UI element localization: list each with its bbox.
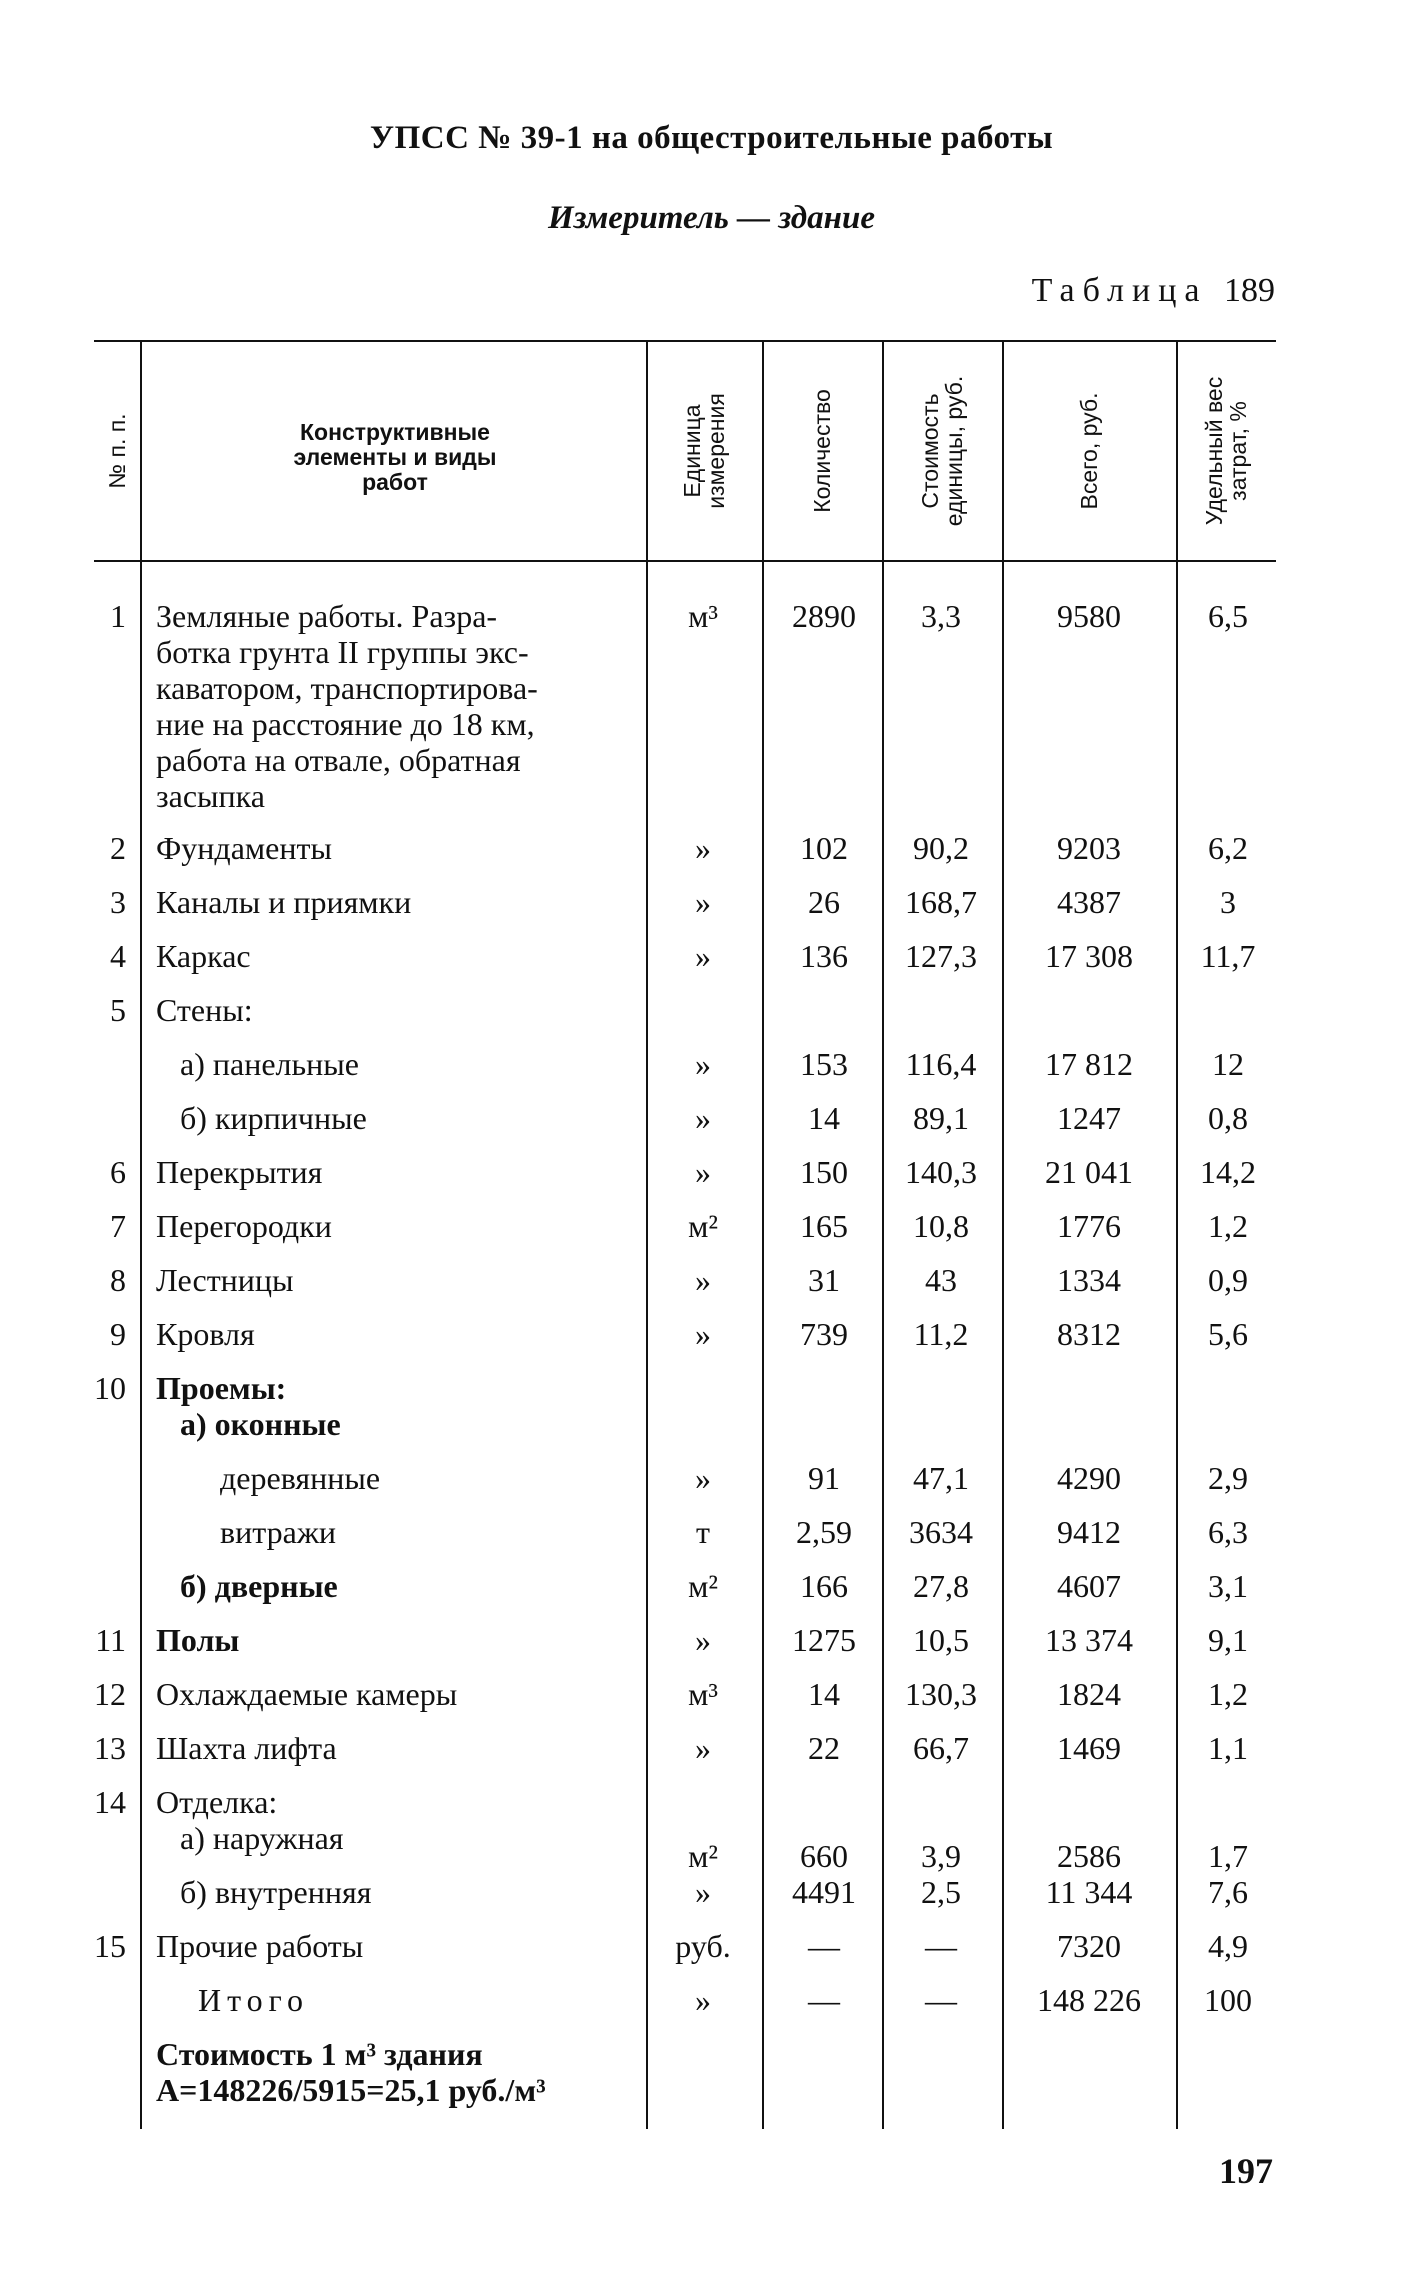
row-21-price: —	[925, 1928, 957, 1964]
row-9-qty: 165	[800, 1208, 848, 1244]
row-21-name: Прочие работы	[156, 1928, 364, 1964]
row-16-qty: 1275	[792, 1622, 856, 1658]
row-14-share: 6,3	[1208, 1514, 1248, 1550]
row-19-price: 3,9	[921, 1838, 961, 1874]
row-20-total: 11 344	[1045, 1874, 1133, 1910]
row-19-no: 14	[94, 1784, 126, 1820]
row-3-name: Каналы и приямки	[156, 884, 412, 920]
row-8-no: 6	[110, 1154, 126, 1190]
row-11-share: 5,6	[1208, 1316, 1248, 1352]
row-1-price: 3,3	[921, 598, 961, 634]
row-2-price: 90,2	[913, 830, 969, 866]
row-11-no: 9	[110, 1316, 126, 1352]
row-19-total: 2586	[1057, 1838, 1121, 1874]
row-10-name: Лестницы	[156, 1262, 294, 1298]
row-22-name: Итого	[156, 1982, 309, 2018]
row-4-share: 11,7	[1200, 938, 1256, 974]
row-21-no: 15	[94, 1928, 126, 1964]
row-3-qty: 26	[808, 884, 840, 920]
header-qty-label: Количество	[809, 389, 835, 513]
row-7-total: 1247	[1057, 1100, 1121, 1136]
row-21-unit: руб.	[675, 1928, 731, 1964]
row-22-total: 148 226	[1037, 1982, 1141, 2018]
row-7-unit: »	[695, 1100, 711, 1136]
row-7-qty: 14	[808, 1100, 840, 1136]
row-9-unit: м²	[688, 1208, 718, 1244]
row-2-share: 6,2	[1208, 830, 1248, 866]
row-20-share: 7,6	[1208, 1874, 1248, 1910]
header-price-label: Стоимость единицы, руб.	[917, 375, 967, 527]
row-20-unit: »	[695, 1874, 711, 1910]
row-2-no: 2	[110, 830, 126, 866]
row-22-unit: »	[695, 1982, 711, 2018]
row-8-unit: »	[695, 1154, 711, 1190]
row-8-share: 14,2	[1200, 1154, 1256, 1190]
row-1-share: 6,5	[1208, 598, 1248, 634]
row-3-price: 168,7	[905, 884, 977, 920]
row-6-unit: »	[695, 1046, 711, 1082]
row-15-share: 3,1	[1208, 1568, 1248, 1604]
row-2-total: 9203	[1057, 830, 1121, 866]
row-16-total: 13 374	[1045, 1622, 1133, 1658]
header-share-label: Удельный вес затрат, %	[1201, 376, 1251, 526]
row-8-qty: 150	[800, 1154, 848, 1190]
row-1-unit: м³	[688, 598, 718, 634]
row-13-unit: »	[695, 1460, 711, 1496]
row-1-no: 1	[110, 598, 126, 634]
row-9-no: 7	[110, 1208, 126, 1244]
row-14-total: 9412	[1057, 1514, 1121, 1550]
row-15-unit: м²	[688, 1568, 718, 1604]
row-20-price: 2,5	[921, 1874, 961, 1910]
row-16-no: 11	[95, 1622, 126, 1658]
row-7-share: 0,8	[1208, 1100, 1248, 1136]
row-15-qty: 166	[800, 1568, 848, 1604]
row-10-total: 1334	[1057, 1262, 1121, 1298]
document-title: УПСС № 39-1 на общестроительные работы	[369, 120, 1054, 156]
row-18-qty: 22	[808, 1730, 840, 1766]
row-2-name: Фундаменты	[156, 830, 332, 866]
row-16-name: Полы	[156, 1622, 240, 1658]
row-5-name: Стены:	[156, 992, 253, 1028]
row-11-unit: »	[695, 1316, 711, 1352]
row-18-name: Шахта лифта	[156, 1730, 337, 1766]
row-12-name: Проемы: а) оконные	[156, 1370, 341, 1442]
row-3-share: 3	[1220, 884, 1236, 920]
row-19-qty: 660	[800, 1838, 848, 1874]
row-12-no: 10	[94, 1370, 126, 1406]
row-17-qty: 14	[808, 1676, 840, 1712]
row-17-share: 1,2	[1208, 1676, 1248, 1712]
row-8-price: 140,3	[905, 1154, 977, 1190]
row-6-name: а) панельные	[156, 1046, 359, 1082]
row-4-price: 127,3	[905, 938, 977, 974]
row-3-unit: »	[695, 884, 711, 920]
row-17-total: 1824	[1057, 1676, 1121, 1712]
row-6-total: 17 812	[1045, 1046, 1133, 1082]
row-14-price: 3634	[909, 1514, 973, 1550]
row-17-no: 12	[94, 1676, 126, 1712]
row-19-name: Отделка: а) наружная	[156, 1784, 344, 1856]
row-2-qty: 102	[800, 830, 848, 866]
row-10-share: 0,9	[1208, 1262, 1248, 1298]
row-16-share: 9,1	[1208, 1622, 1248, 1658]
row-11-total: 8312	[1057, 1316, 1121, 1352]
row-4-name: Каркас	[156, 938, 251, 974]
row-22-price: —	[925, 1982, 957, 2018]
row-14-qty: 2,59	[796, 1514, 852, 1550]
row-19-share: 1,7	[1208, 1838, 1248, 1874]
row-10-no: 8	[110, 1262, 126, 1298]
row-4-no: 4	[110, 938, 126, 974]
row-11-price: 11,2	[913, 1316, 969, 1352]
header-unit-label: Единица измерения	[679, 393, 729, 509]
row-15-price: 27,8	[913, 1568, 969, 1604]
row-8-name: Перекрытия	[156, 1154, 323, 1190]
row-18-total: 1469	[1057, 1730, 1121, 1766]
row-15-name: б) дверные	[156, 1568, 338, 1604]
row-9-share: 1,2	[1208, 1208, 1248, 1244]
row-13-price: 47,1	[913, 1460, 969, 1496]
row-17-name: Охлаждаемые камеры	[156, 1676, 458, 1712]
row-18-share: 1,1	[1208, 1730, 1248, 1766]
row-11-name: Кровля	[156, 1316, 255, 1352]
row-4-total: 17 308	[1045, 938, 1133, 974]
row-7-name: б) кирпичные	[156, 1100, 367, 1136]
row-14-name: витражи	[156, 1514, 337, 1550]
row-17-price: 130,3	[905, 1676, 977, 1712]
row-22-qty: —	[808, 1982, 840, 2018]
row-23-name: Стоимость 1 м³ здания А=148226/5915=25,1 руб./м³	[156, 2036, 546, 2108]
row-14-unit: т	[696, 1514, 710, 1550]
row-1-total: 9580	[1057, 598, 1121, 634]
header-no-label: № п. п.	[104, 413, 130, 489]
row-6-share: 12	[1212, 1046, 1244, 1082]
row-2-unit: »	[695, 830, 711, 866]
row-4-unit: »	[695, 938, 711, 974]
row-19-unit: м²	[688, 1838, 718, 1874]
row-3-no: 3	[110, 884, 126, 920]
header-total-label: Всего, руб.	[1076, 392, 1102, 510]
row-20-name: б) внутренняя	[156, 1874, 372, 1910]
row-5-no: 5	[110, 992, 126, 1028]
row-18-unit: »	[695, 1730, 711, 1766]
row-4-qty: 136	[800, 938, 848, 974]
row-10-price: 43	[925, 1262, 957, 1298]
header-name-label: Конструктивные элементы и виды работ	[293, 419, 497, 495]
row-7-price: 89,1	[913, 1100, 969, 1136]
row-16-price: 10,5	[913, 1622, 969, 1658]
row-21-total: 7320	[1057, 1928, 1121, 1964]
row-20-qty: 4491	[792, 1874, 856, 1910]
row-6-price: 116,4	[905, 1046, 977, 1082]
row-18-no: 13	[94, 1730, 126, 1766]
table-number: 189	[1224, 272, 1275, 309]
row-13-qty: 91	[808, 1460, 840, 1496]
row-11-qty: 739	[800, 1316, 848, 1352]
row-18-price: 66,7	[913, 1730, 969, 1766]
row-21-share: 4,9	[1208, 1928, 1248, 1964]
row-9-name: Перегородки	[156, 1208, 332, 1244]
row-10-unit: »	[695, 1262, 711, 1298]
row-1-name: Земляные работы. Разра- ботка грунта II группы экс- каватором, транспортирова- ние на расстояние до 18 км, работа на отвале, обратная засыпка	[156, 598, 538, 814]
page-number: 197	[1219, 2151, 1273, 2191]
row-13-total: 4290	[1057, 1460, 1121, 1496]
row-16-unit: »	[695, 1622, 711, 1658]
row-10-qty: 31	[808, 1262, 840, 1298]
row-13-share: 2,9	[1208, 1460, 1248, 1496]
row-17-unit: м³	[688, 1676, 718, 1712]
row-6-qty: 153	[800, 1046, 848, 1082]
row-9-price: 10,8	[913, 1208, 969, 1244]
row-15-total: 4607	[1057, 1568, 1121, 1604]
document-subtitle: Измеритель — здание	[547, 200, 876, 236]
row-21-qty: —	[808, 1928, 840, 1964]
row-22-share: 100	[1204, 1982, 1252, 2018]
table-label: Таблица	[1031, 272, 1208, 309]
row-13-name: деревянные	[156, 1460, 381, 1496]
row-3-total: 4387	[1057, 884, 1121, 920]
row-9-total: 1776	[1057, 1208, 1121, 1244]
row-1-qty: 2890	[792, 598, 856, 634]
row-8-total: 21 041	[1045, 1154, 1133, 1190]
